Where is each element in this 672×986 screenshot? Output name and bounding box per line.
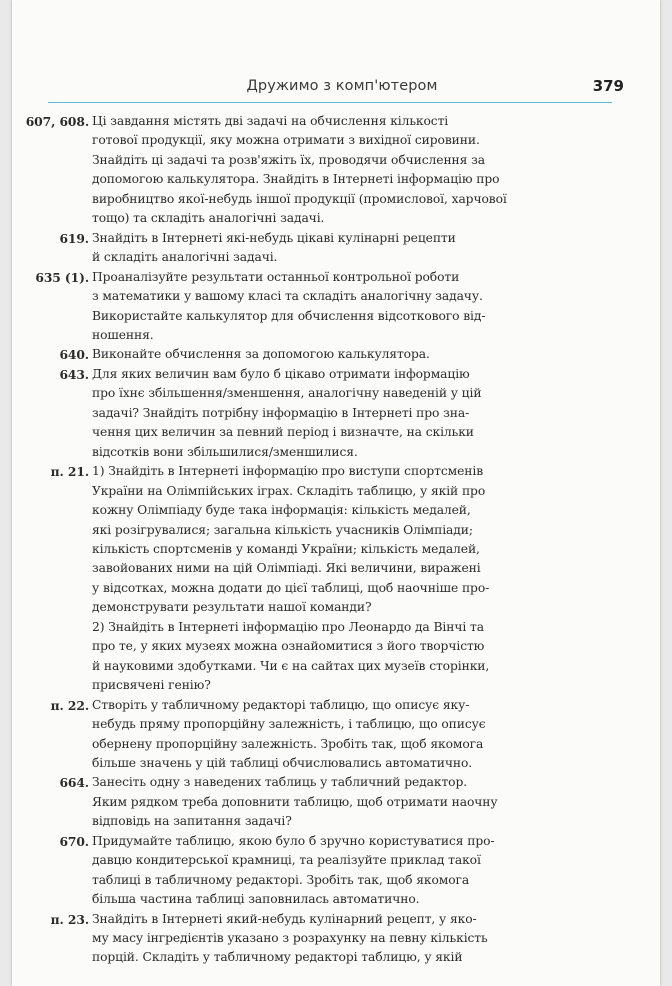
task-text-line: Ці завдання містять дві задачі на обчислення кількості [92,114,449,128]
task-text-line: присвячені генію? [92,678,211,693]
task-item [59,345,562,364]
page-header [60,78,624,100]
task-number: 635 (1). [35,269,89,285]
task-text-line: порцій. Складіть у табличному редакторі таблицю, у якій [92,950,463,965]
task-text-line: 2) Знайдіть в Інтернеті інформацію про Леонардо да Вінчі та [92,619,484,634]
task-text-line: допомогою калькулятора. Знайдіть в Інтернеті інформацію про [92,172,500,187]
task-text-line: 1) Знайдіть в Інтернеті інформацію про виступи спортсменів [92,464,484,479]
task-list [25,112,562,968]
task-text-line: про те, у яких музеях можна ознайомитися з його творчістю [92,639,485,654]
task-text-line: України на Олімпійських іграх. Складіть таблицю, у якій про [92,483,486,498]
task-number: 619. [59,230,89,246]
task-text-line: кількість спортсменів у команді України; кількість медалей, [92,541,480,556]
task-text-line: й науковими здобутками. Чи є на сайтах цих музеїв сторінки, [92,658,490,673]
task-text-line: Використайте калькулятор для обчислення відсоткового від- [92,308,486,323]
task-text-line: завойованих ними на цій Олімпіаді. Які величини, виражені [92,561,481,576]
task-text-line: чення цих величин за певний період і визначте, на скільки [92,425,474,440]
task-text-line: більша частина таблиці заповнилась автоматично. [92,892,420,907]
task-item [59,229,562,268]
task-text-line: давцю кондитерської крамниці, та реалізуйте приклад такої [92,853,481,868]
header-rule [48,102,612,103]
task-number: п. 23. [50,911,89,927]
task-text-line: Знайдіть в Інтернеті який-небудь кулінарний рецепт, у яко- [92,911,477,926]
task-text-line: з математики у вашому класі та складіть аналогічну задачу. [92,289,483,304]
task-text-line: задачі? Знайдіть потрібну інформацію в Інтернеті про зна- [92,405,470,420]
task-text-line: відсотків вони збільшилися/зменшилися. [92,444,358,459]
task-text-line: Виконайте обчислення за допомогою калькулятора. [92,347,430,362]
task-item [25,112,562,229]
task-text-line: Знайдіть ці задачі та розв'яжіть їх, проводячи обчислення за [92,152,485,167]
task-number: 664. [59,775,89,791]
task-text-line: Знайдіть в Інтернеті які-небудь цікаві кулінарні рецепти [92,230,456,245]
task-item [50,910,562,968]
task-text-line: готової продукції, яку можна отримати з вихідної сировини. [92,133,480,148]
task-item [50,696,562,774]
task-item [59,365,562,462]
task-item [59,773,562,831]
task-text-line: більше значень у цій таблиці обчислювались автоматично. [92,755,473,770]
task-text-line: Яким рядком треба доповнити таблицю, щоб отримати наочну [92,794,498,809]
task-text-line: у відсотках, можна додати до цієї таблиці, щоб наочніше про- [92,580,490,595]
task-text-line: тощо) та складіть аналогічні задачі. [92,211,325,226]
page-number: 379 [592,77,624,95]
task-item [50,462,562,695]
task-item [59,832,562,910]
task-text-line: про їхнє збільшення/зменшення, аналогічну наведеній у цій [92,386,482,401]
task-number: 643. [59,366,89,382]
task-text-line: кожну Олімпіаду буде така інформація: кількість медалей, [92,503,471,518]
task-number: 670. [59,833,89,849]
task-text-line: демонструвати результати нашої команди? [92,600,372,615]
task-text-line: небудь пряму пропорційну залежність, і таблицю, що описує [92,717,486,732]
task-number: 640. [59,347,89,363]
task-text-line: Створіть у табличному редакторі таблицю, що описує яку- [92,697,470,712]
task-text-line: які розігрувалися; загальна кількість учасників Олімпіади; [92,522,473,537]
running-title: Дружимо з комп'ютером [246,78,438,94]
task-text-line: му масу інгредієнтів указано з розрахунку на певну кількість [92,931,488,946]
task-number: п. 21. [50,464,89,480]
task-text-line: ношення. [92,327,154,342]
task-text-line: Проаналізуйте результати останньої контрольної роботи [92,269,460,284]
task-number: 607, 608. [25,114,89,129]
task-text-line: обернену пропорційну залежність. Зробіть так, щоб якомога [92,736,484,751]
task-text-line: виробництво якої-небудь іншої продукції (промислової, харчової [92,191,507,206]
task-text-line: Придумайте таблицю, якою було б зручно користуватися про- [92,833,495,848]
task-item [35,268,562,346]
task-text-line: таблиці в табличному редакторі. Зробіть так, щоб якомога [92,872,470,887]
task-number: п. 22. [50,697,89,713]
task-text-line: й складіть аналогічні задачі. [92,250,278,265]
task-text-line: Занесіть одну з наведених таблиць у табличний редактор. [92,775,468,790]
task-text-line: відповідь на запитання задачі? [92,814,292,829]
task-text-line: Для яких величин вам було б цікаво отримати інформацію [92,366,470,381]
